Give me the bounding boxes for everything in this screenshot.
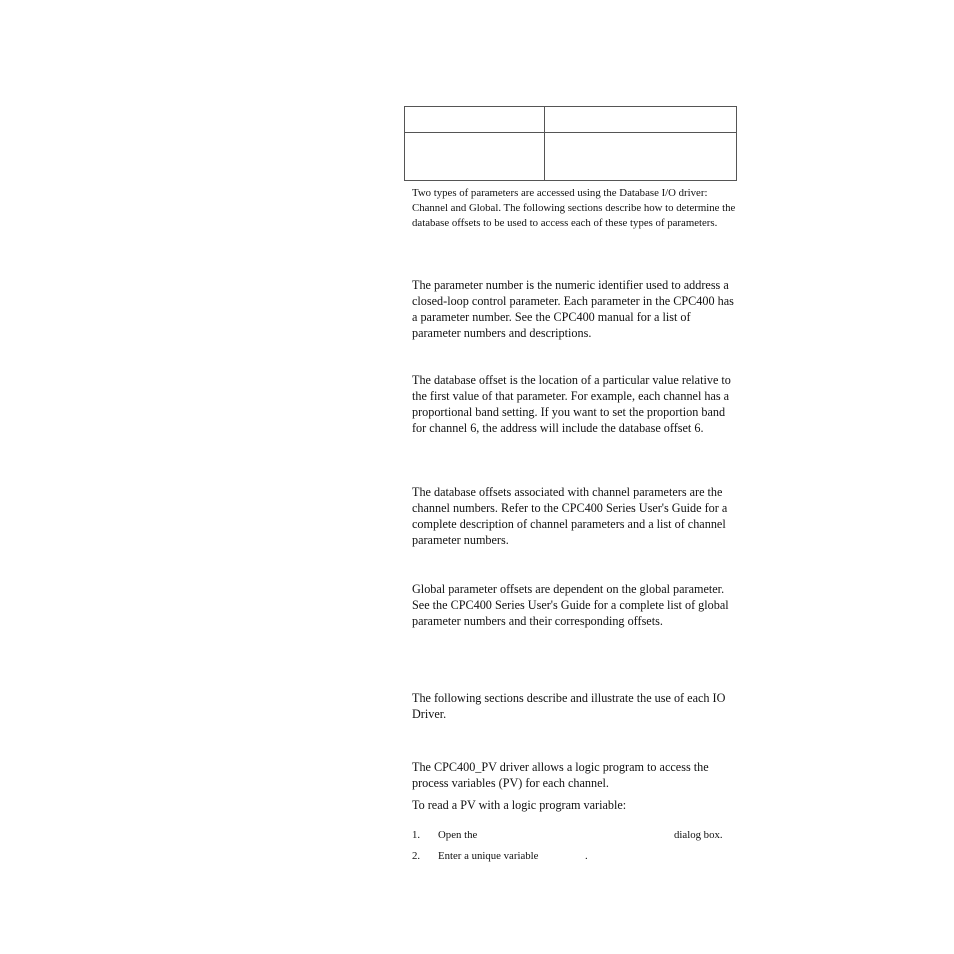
step-number: 2. bbox=[412, 850, 421, 862]
channel-offsets-paragraph: The database offsets associated with channel parameters are the channel numbers. Refer to the CPC400 Series User's Guide for a complete description of channel parameters and a list of channel parameter numbers. bbox=[412, 485, 728, 547]
read-pv-paragraph: To read a PV with a logic program variable: bbox=[412, 798, 627, 812]
step-text: Enter a unique variable bbox=[438, 850, 539, 862]
step-trailing-text: . bbox=[585, 850, 588, 862]
intro-paragraph: Two types of parameters are accessed using the Database I/O driver: Channel and Global. The following sections describe how to determine the database offsets to be used to access each of these types of parameters. bbox=[412, 187, 736, 229]
pv-driver-paragraph: The CPC400_PV driver allows a logic program to access the process variables (PV) for each channel. bbox=[412, 760, 709, 790]
header-table bbox=[404, 106, 737, 181]
step-text: Open the bbox=[438, 829, 478, 841]
parameter-number-paragraph: The parameter number is the numeric identifier used to address a closed-loop control parameter. Each parameter in the CPC400 has a parameter number. See the CPC400 manual for a list of parameter numbers and descriptions. bbox=[412, 278, 734, 340]
table-row-divider bbox=[405, 132, 736, 133]
step-item-2 bbox=[412, 849, 588, 863]
step-item-1 bbox=[412, 828, 723, 842]
step-number: 1. bbox=[412, 829, 421, 841]
table-column-divider bbox=[544, 107, 545, 180]
step-trailing-text: dialog box. bbox=[674, 829, 723, 841]
global-offsets-paragraph: Global parameter offsets are dependent on the global parameter. See the CPC400 Series User's Guide for a complete list of global parameter numbers and their corresponding offsets. bbox=[412, 582, 729, 628]
io-drivers-paragraph: The following sections describe and illustrate the use of each IO Driver. bbox=[412, 691, 726, 721]
database-offset-paragraph: The database offset is the location of a particular value relative to the first value of that parameter. For example, each channel has a proportional band setting. If you want to set the proportion band for channel 6, the address will include the database offset 6. bbox=[412, 373, 731, 435]
